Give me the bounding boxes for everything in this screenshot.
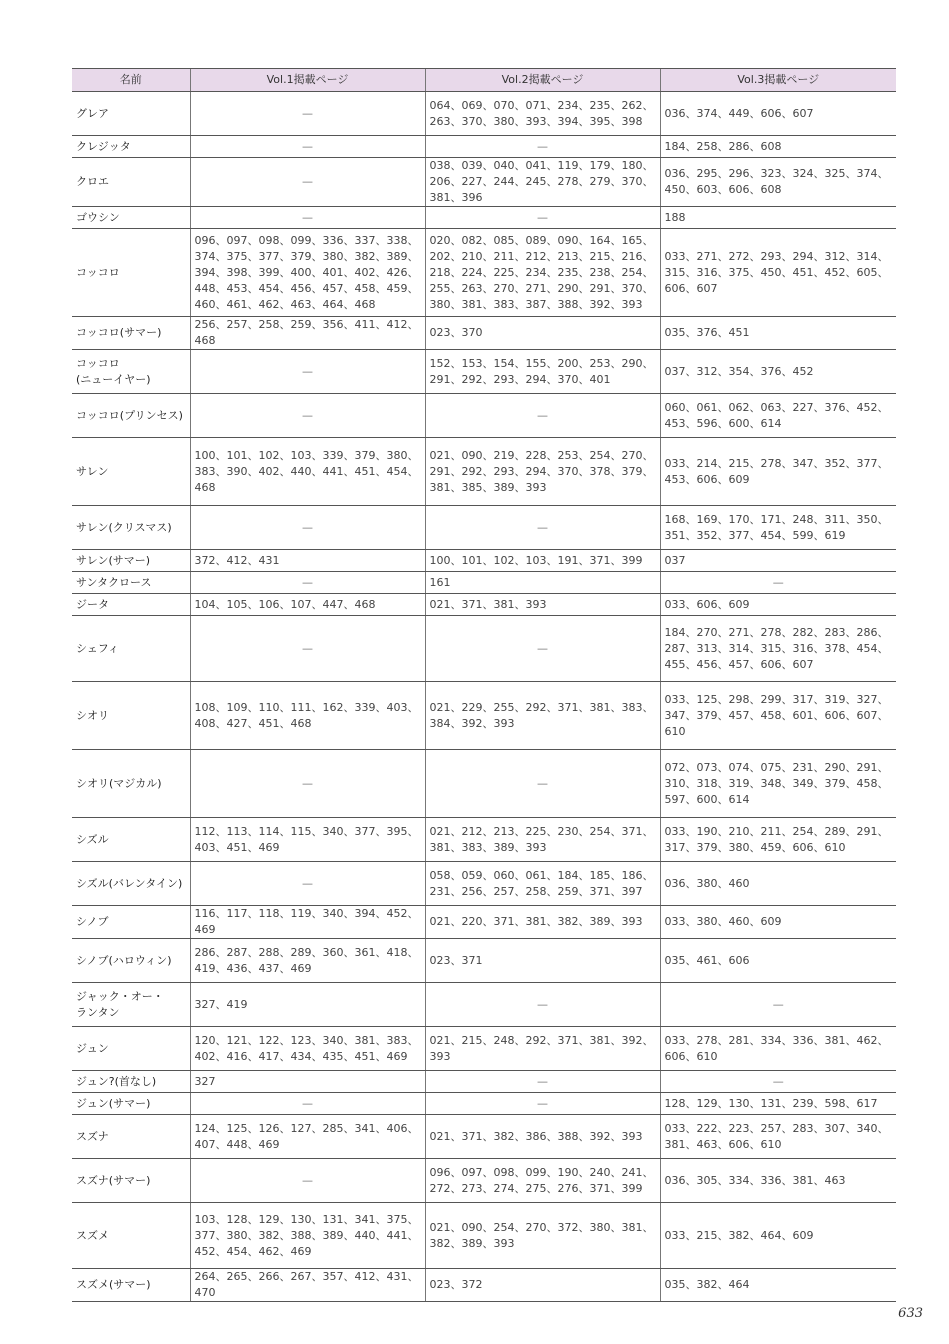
vol1-pages-cell: 104、105、106、107、447、468 <box>190 594 425 616</box>
vol3-pages-cell: 188 <box>660 207 896 229</box>
header-vol1: Vol.1掲載ページ <box>190 69 425 92</box>
vol1-pages-cell: — <box>190 862 425 906</box>
vol3-pages-cell: 033、380、460、609 <box>660 906 896 939</box>
vol1-pages-cell: 256、257、258、259、356、411、412、468 <box>190 317 425 350</box>
vol2-pages-cell: 064、069、070、071、234、235、262、263、370、380、393、394、395、398 <box>425 92 660 136</box>
character-name-cell: ジュン <box>72 1027 190 1071</box>
vol1-pages-cell: — <box>190 506 425 550</box>
character-name-cell: スズナ(サマー) <box>72 1159 190 1203</box>
character-name-cell: スズメ(サマー) <box>72 1269 190 1302</box>
table-row <box>72 350 896 394</box>
table-row <box>72 317 896 350</box>
vol3-pages-cell: 033、222、223、257、283、307、340、381、463、606、610 <box>660 1115 896 1159</box>
vol2-pages-cell: — <box>425 394 660 438</box>
vol1-pages-cell: 116、117、118、119、340、394、452、469 <box>190 906 425 939</box>
vol1-pages-cell: — <box>190 158 425 207</box>
vol2-pages-cell: 100、101、102、103、191、371、399 <box>425 550 660 572</box>
vol3-pages-cell: 036、305、334、336、381、463 <box>660 1159 896 1203</box>
vol1-pages-cell: — <box>190 92 425 136</box>
table-row <box>72 136 896 158</box>
vol1-pages-cell: 124、125、126、127、285、341、406、407、448、469 <box>190 1115 425 1159</box>
character-page-index-table <box>72 68 896 1302</box>
vol2-pages-cell: — <box>425 616 660 682</box>
vol1-pages-cell: — <box>190 572 425 594</box>
table-row <box>72 207 896 229</box>
vol2-pages-cell: — <box>425 750 660 818</box>
character-name-cell: コッコロ <box>72 229 190 317</box>
table-row <box>72 1269 896 1302</box>
vol2-pages-cell: — <box>425 136 660 158</box>
character-name-cell: シェフィ <box>72 616 190 682</box>
table-row <box>72 1027 896 1071</box>
character-name-cell: シオリ <box>72 682 190 750</box>
vol1-pages-cell: — <box>190 1093 425 1115</box>
vol1-pages-cell: — <box>190 616 425 682</box>
character-name-cell: ジータ <box>72 594 190 616</box>
character-name-cell: グレア <box>72 92 190 136</box>
vol3-pages-cell: 036、374、449、606、607 <box>660 92 896 136</box>
vol1-pages-cell: 108、109、110、111、162、339、403、408、427、451、468 <box>190 682 425 750</box>
vol3-pages-cell: — <box>660 572 896 594</box>
vol2-pages-cell: 021、229、255、292、371、381、383、384、392、393 <box>425 682 660 750</box>
vol3-pages-cell: — <box>660 1071 896 1093</box>
vol3-pages-cell: 184、270、271、278、282、283、286、287、313、314、315、316、378、454、455、456、457、606、607 <box>660 616 896 682</box>
vol2-pages-cell: 021、220、371、381、382、389、393 <box>425 906 660 939</box>
table-row <box>72 1071 896 1093</box>
table-row <box>72 1203 896 1269</box>
character-name-cell: コッコロ (ニューイヤー) <box>72 350 190 394</box>
table-row <box>72 862 896 906</box>
character-name-cell: シノブ(ハロウィン) <box>72 939 190 983</box>
vol1-pages-cell: — <box>190 1159 425 1203</box>
table-row <box>72 594 896 616</box>
vol3-pages-cell: 033、278、281、334、336、381、462、606、610 <box>660 1027 896 1071</box>
header-vol2: Vol.2掲載ページ <box>425 69 660 92</box>
vol3-pages-cell: — <box>660 983 896 1027</box>
table-row <box>72 818 896 862</box>
character-name-cell: サレン <box>72 438 190 506</box>
vol1-pages-cell: 264、265、266、267、357、412、431、470 <box>190 1269 425 1302</box>
vol2-pages-cell: — <box>425 506 660 550</box>
vol1-pages-cell: 103、128、129、130、131、341、375、377、380、382、388、389、440、441、452、454、462、469 <box>190 1203 425 1269</box>
table-row <box>72 906 896 939</box>
table-row <box>72 158 896 207</box>
vol1-pages-cell: 286、287、288、289、360、361、418、419、436、437、469 <box>190 939 425 983</box>
header-vol3: Vol.3掲載ページ <box>660 69 896 92</box>
vol2-pages-cell: 023、372 <box>425 1269 660 1302</box>
table-row <box>72 750 896 818</box>
vol2-pages-cell: 161 <box>425 572 660 594</box>
table-row <box>72 506 896 550</box>
vol3-pages-cell: 033、214、215、278、347、352、377、453、606、609 <box>660 438 896 506</box>
table-row <box>72 616 896 682</box>
vol2-pages-cell: 020、082、085、089、090、164、165、202、210、211、212、213、215、216、218、224、225、234、235、238、254、255、263、270、271、290、291、370、380、381、383、387、388、392、393 <box>425 229 660 317</box>
vol3-pages-cell: 168、169、170、171、248、311、350、351、352、377、454、599、619 <box>660 506 896 550</box>
vol3-pages-cell: 035、461、606 <box>660 939 896 983</box>
vol2-pages-cell: — <box>425 1071 660 1093</box>
vol3-pages-cell: 035、382、464 <box>660 1269 896 1302</box>
vol2-pages-cell: 096、097、098、099、190、240、241、272、273、274、275、276、371、399 <box>425 1159 660 1203</box>
vol3-pages-cell: 033、271、272、293、294、312、314、315、316、375、450、451、452、605、606、607 <box>660 229 896 317</box>
vol3-pages-cell: 037 <box>660 550 896 572</box>
vol1-pages-cell: — <box>190 207 425 229</box>
vol3-pages-cell: 033、125、298、299、317、319、327、347、379、457、458、601、606、607、610 <box>660 682 896 750</box>
character-name-cell: シオリ(マジカル) <box>72 750 190 818</box>
character-name-cell: サレン(サマー) <box>72 550 190 572</box>
vol3-pages-cell: 035、376、451 <box>660 317 896 350</box>
vol2-pages-cell: 021、090、254、270、372、380、381、382、389、393 <box>425 1203 660 1269</box>
vol3-pages-cell: 072、073、074、075、231、290、291、310、318、319、348、349、379、458、597、600、614 <box>660 750 896 818</box>
vol1-pages-cell: 120、121、122、123、340、381、383、402、416、417、434、435、451、469 <box>190 1027 425 1071</box>
character-name-cell: シズル(バレンタイン) <box>72 862 190 906</box>
character-name-cell: サンタクロース <box>72 572 190 594</box>
character-name-cell: ジュン?(首なし) <box>72 1071 190 1093</box>
character-name-cell: シノブ <box>72 906 190 939</box>
character-name-cell: クレジッタ <box>72 136 190 158</box>
vol2-pages-cell: — <box>425 1093 660 1115</box>
character-name-cell: コッコロ(プリンセス) <box>72 394 190 438</box>
vol3-pages-cell: 033、190、210、211、254、289、291、317、379、380、459、606、610 <box>660 818 896 862</box>
character-name-cell: サレン(クリスマス) <box>72 506 190 550</box>
vol1-pages-cell: 096、097、098、099、336、337、338、374、375、377、379、380、382、389、394、398、399、400、401、402、426、448、453、454、456、457、458、459、460、461、462、463、464、468 <box>190 229 425 317</box>
vol3-pages-cell: 128、129、130、131、239、598、617 <box>660 1093 896 1115</box>
table-row <box>72 229 896 317</box>
vol2-pages-cell: 023、371 <box>425 939 660 983</box>
vol1-pages-cell: — <box>190 350 425 394</box>
table-row <box>72 550 896 572</box>
vol3-pages-cell: 037、312、354、376、452 <box>660 350 896 394</box>
table-body <box>72 92 896 1302</box>
table-row <box>72 394 896 438</box>
table-row <box>72 682 896 750</box>
table-row <box>72 1115 896 1159</box>
vol2-pages-cell: 021、371、382、386、388、392、393 <box>425 1115 660 1159</box>
vol3-pages-cell: 036、380、460 <box>660 862 896 906</box>
character-name-cell: コッコロ(サマー) <box>72 317 190 350</box>
table-row <box>72 1159 896 1203</box>
vol1-pages-cell: — <box>190 394 425 438</box>
vol2-pages-cell: 021、215、248、292、371、381、392、393 <box>425 1027 660 1071</box>
vol2-pages-cell: — <box>425 983 660 1027</box>
vol1-pages-cell: — <box>190 750 425 818</box>
character-name-cell: ジャック・オー・ ランタン <box>72 983 190 1027</box>
table-row <box>72 438 896 506</box>
character-name-cell: クロエ <box>72 158 190 207</box>
table-header-row <box>72 69 896 92</box>
vol1-pages-cell: 327、419 <box>190 983 425 1027</box>
page-number: 633 <box>898 1306 923 1321</box>
vol3-pages-cell: 033、606、609 <box>660 594 896 616</box>
character-name-cell: スズナ <box>72 1115 190 1159</box>
character-name-cell: シズル <box>72 818 190 862</box>
table-row <box>72 572 896 594</box>
character-name-cell: ジュン(サマー) <box>72 1093 190 1115</box>
vol2-pages-cell: — <box>425 207 660 229</box>
vol3-pages-cell: 060、061、062、063、227、376、452、453、596、600、614 <box>660 394 896 438</box>
header-name: 名前 <box>72 69 190 92</box>
character-name-cell: ゴウシン <box>72 207 190 229</box>
vol1-pages-cell: — <box>190 136 425 158</box>
character-name-cell: スズメ <box>72 1203 190 1269</box>
vol1-pages-cell: 100、101、102、103、339、379、380、383、390、402、440、441、451、454、468 <box>190 438 425 506</box>
vol3-pages-cell: 184、258、286、608 <box>660 136 896 158</box>
vol1-pages-cell: 372、412、431 <box>190 550 425 572</box>
vol3-pages-cell: 036、295、296、323、324、325、374、450、603、606、608 <box>660 158 896 207</box>
vol2-pages-cell: 058、059、060、061、184、185、186、231、256、257、258、259、371、397 <box>425 862 660 906</box>
table-row <box>72 939 896 983</box>
vol2-pages-cell: 021、212、213、225、230、254、371、381、383、389、393 <box>425 818 660 862</box>
vol2-pages-cell: 021、090、219、228、253、254、270、291、292、293、294、370、378、379、381、385、389、393 <box>425 438 660 506</box>
vol3-pages-cell: 033、215、382、464、609 <box>660 1203 896 1269</box>
vol1-pages-cell: 327 <box>190 1071 425 1093</box>
table-row <box>72 1093 896 1115</box>
vol2-pages-cell: 152、153、154、155、200、253、290、291、292、293、294、370、401 <box>425 350 660 394</box>
vol2-pages-cell: 021、371、381、393 <box>425 594 660 616</box>
vol1-pages-cell: 112、113、114、115、340、377、395、403、451、469 <box>190 818 425 862</box>
table-row <box>72 983 896 1027</box>
vol2-pages-cell: 038、039、040、041、119、179、180、206、227、244、245、278、279、370、381、396 <box>425 158 660 207</box>
vol2-pages-cell: 023、370 <box>425 317 660 350</box>
table-row <box>72 92 896 136</box>
